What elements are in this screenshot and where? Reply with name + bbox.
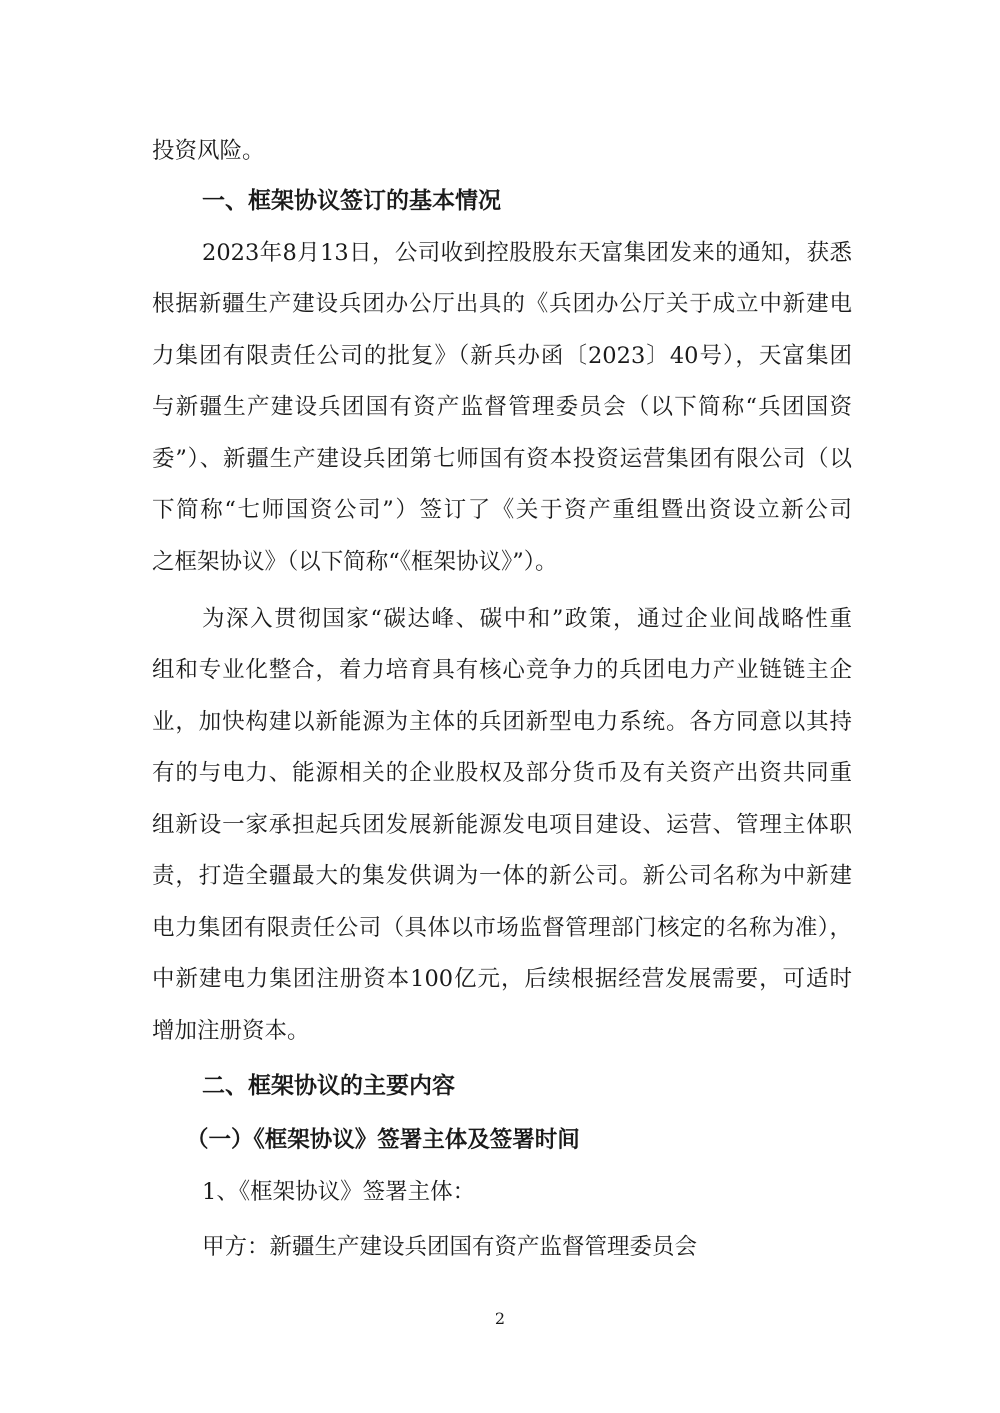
- paragraph-line: 中新建电力集团注册资本100亿元，后续根据经营发展需要，可适时: [152, 966, 852, 992]
- paragraph-line: 1、《框架协议》签署主体：: [202, 1179, 476, 1205]
- paragraph-line: 甲方：新疆生产建设兵团国有资产监督管理委员会: [202, 1234, 698, 1260]
- paragraph-line: 之框架协议》（以下简称“《框架协议》”）。: [152, 549, 558, 575]
- paragraph-line: 业，加快构建以新能源为主体的兵团新型电力系统。各方同意以其持: [152, 709, 852, 735]
- paragraph-line: 2023年8月13日，公司收到控股股东天富集团发来的通知，获悉: [202, 240, 852, 266]
- paragraph-line: 根据新疆生产建设兵团办公厅出具的《兵团办公厅关于成立中新建电: [152, 291, 852, 317]
- section-heading: 二、框架协议的主要内容: [202, 1073, 455, 1099]
- paragraph-line: 组和专业化整合，着力培育具有核心竞争力的兵团电力产业链链主企: [152, 657, 852, 683]
- paragraph-line: 组新设一家承担起兵团发展新能源发电项目建设、运营、管理主体职: [152, 812, 852, 838]
- paragraph-line: 有的与电力、能源相关的企业股权及部分货币及有关资产出资共同重: [152, 760, 852, 786]
- paragraph-line: 为深入贯彻国家“碳达峰、碳中和”政策，通过企业间战略性重: [202, 606, 852, 632]
- page-number: 2: [494, 1309, 506, 1328]
- paragraph-line: 投资风险。: [152, 138, 265, 164]
- subsection-heading: （一）《框架协议》签署主体及签署时间: [186, 1127, 580, 1153]
- paragraph-line: 委”）、新疆生产建设兵团第七师国有资本投资运营集团有限公司（以: [152, 446, 852, 472]
- section-heading: 一、框架协议签订的基本情况: [202, 188, 501, 214]
- paragraph-line: 增加注册资本。: [152, 1018, 310, 1044]
- paragraph-line: 电力集团有限责任公司（具体以市场监督管理部门核定的名称为准），: [152, 915, 852, 941]
- paragraph-line: 力集团有限责任公司的批复》（新兵办函〔2023〕40号），天富集团: [152, 343, 852, 369]
- paragraph-line: 与新疆生产建设兵团国有资产监督管理委员会（以下简称“兵团国资: [152, 394, 852, 420]
- paragraph-line: 下简称“七师国资公司”）签订了《关于资产重组暨出资设立新公司: [152, 497, 852, 523]
- paragraph-line: 责，打造全疆最大的集发供调为一体的新公司。新公司名称为中新建: [152, 863, 852, 889]
